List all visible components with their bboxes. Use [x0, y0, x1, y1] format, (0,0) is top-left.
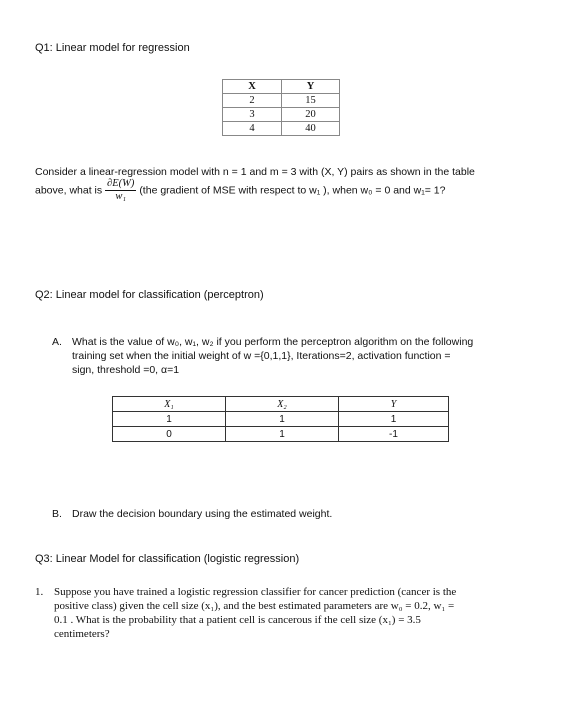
q2-a-line3: sign, threshold =0, α=1 [72, 364, 180, 376]
table-header-x1: X₁ [113, 397, 226, 412]
table-row [113, 412, 449, 427]
table-header-x: X [223, 80, 282, 94]
q2-title: Q2: Linear model for classification (perceptron) [35, 289, 264, 301]
table-cell: 1 [226, 412, 339, 427]
table-cell: 40 [282, 122, 340, 136]
q2-b-text: Draw the decision boundary using the estimated weight. [72, 508, 333, 520]
table-header-y: Y [282, 80, 340, 94]
q1-text-line2 [35, 178, 446, 203]
table-row [223, 108, 340, 122]
table-header-y: Y [339, 397, 449, 412]
q3-line2: positive class) given the cell size (x₁), and the best estimated parameters are w₀ = 0.2, w₁ = [54, 600, 455, 612]
table-cell: 0 [113, 427, 226, 442]
q2-table [112, 396, 449, 442]
table-header-x2: X₂ [226, 397, 339, 412]
fraction-denominator: w₁ [115, 191, 127, 202]
q2-a-label: A. [52, 336, 62, 348]
q1-text-prefix: above, what is [35, 184, 103, 197]
table-header-row [113, 397, 449, 412]
q2-a-line2: training set when the initial weight of w ={0,1,1}, Iterations=2, activation function = [72, 350, 451, 362]
table-cell: 3 [223, 108, 282, 122]
table-row [223, 94, 340, 108]
fraction-numerator: ∂E(W) [107, 178, 135, 189]
table-cell: 1 [339, 412, 449, 427]
gradient-fraction [105, 178, 136, 203]
table-cell: 2 [223, 94, 282, 108]
table-cell: 15 [282, 94, 340, 108]
q1-text-line1: Consider a linear-regression model with n = 1 and m = 3 with (X, Y) pairs as shown in the table [35, 166, 475, 178]
table-cell: 20 [282, 108, 340, 122]
table-cell: -1 [339, 427, 449, 442]
q2-a-line1: What is the value of w₀, w₁, w₂ if you perform the perceptron algorithm on the following [72, 336, 474, 348]
q1-title: Q1: Linear model for regression [35, 42, 190, 54]
table-cell: 1 [226, 427, 339, 442]
q1-text-suffix: (the gradient of MSE with respect to w₁ ), when w₀ = 0 and w₁= 1? [139, 184, 446, 197]
table-cell: 1 [113, 412, 226, 427]
table-header-row [223, 80, 340, 94]
table-row [113, 427, 449, 442]
table-cell: 4 [223, 122, 282, 136]
q3-item-label: 1. [35, 586, 44, 598]
q1-table [222, 79, 340, 136]
q3-line4: centimeters? [54, 628, 110, 640]
q3-line1: Suppose you have trained a logistic regression classifier for cancer prediction (cancer is the [54, 586, 457, 598]
q2-b-label: B. [52, 508, 62, 520]
table-row [223, 122, 340, 136]
q3-title: Q3: Linear Model for classification (logistic regression) [35, 553, 300, 565]
q3-line3: 0.1 . What is the probability that a patient cell is cancerous if the cell size (x₁) = 3.5 [54, 614, 421, 626]
